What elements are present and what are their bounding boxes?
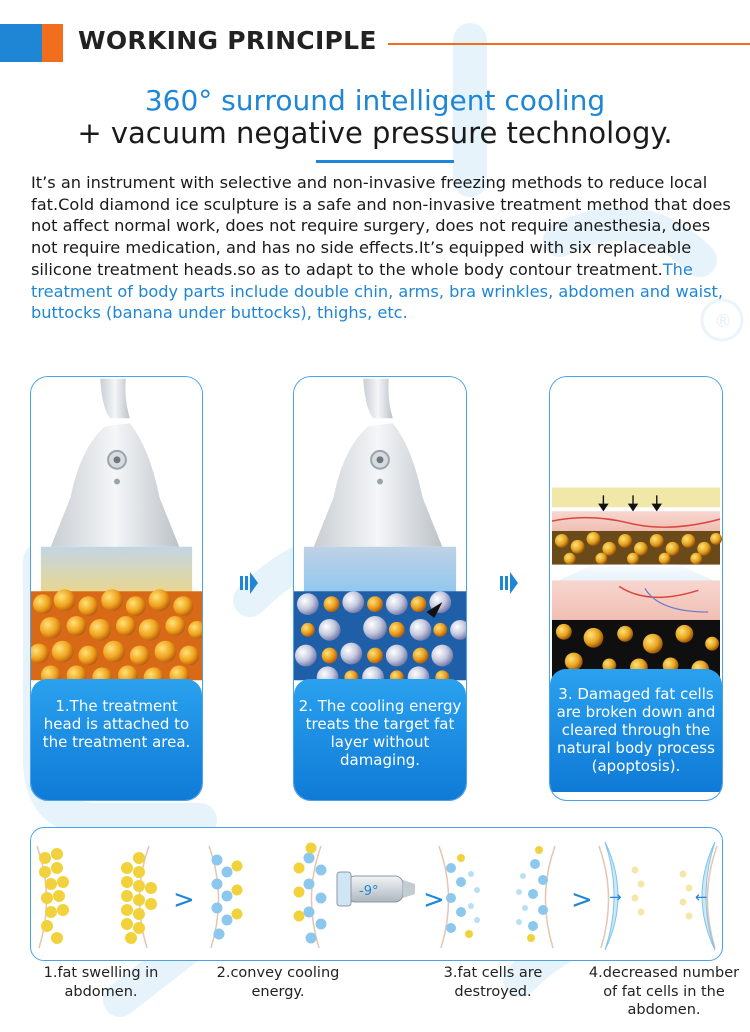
temperature-label: -9° <box>359 884 379 899</box>
chevron-right-icon: > <box>173 885 195 915</box>
step-2-caption: 2. The cooling energy treats the target fat layer without damaging. <box>294 679 466 801</box>
intro-paragraph <box>31 172 731 324</box>
arrow-right-icon <box>500 572 518 594</box>
step-card-1 <box>30 376 203 801</box>
chevron-right-icon: > <box>423 885 445 915</box>
process-strip <box>30 827 723 961</box>
step-3-illustration <box>550 377 722 682</box>
headline-secondary: + vacuum negative pressure technology. <box>77 116 673 150</box>
process-caption-1: 1.fat swelling in abdomen. <box>43 965 159 1000</box>
intro-highlight: The treatment of body parts include double chin, arms, bra wrinkles, abdomen and waist, buttocks (banana under buttocks), thighs, etc. <box>31 259 724 323</box>
step-3-caption: 3. Damaged fat cells are broken down and cleared through the natural body process (apoptosis). <box>550 669 722 792</box>
header-blue-block <box>0 24 42 62</box>
process-caption-4: 4.decreased number of fat cells in the abdomen. <box>588 965 740 1018</box>
step-1-caption: 1.The treatment head is attached to the treatment area. <box>31 679 202 801</box>
header-rule <box>388 43 750 45</box>
step-card-3 <box>549 376 723 801</box>
headline-underline <box>316 160 454 163</box>
process-caption-2: 2.convey cooling energy. <box>216 965 340 1000</box>
arrow-left-icon: ← <box>695 888 708 906</box>
process-caption-3: 3.fat cells are destroyed. <box>443 965 543 1000</box>
chevron-right-icon: > <box>571 885 593 915</box>
step-1-illustration <box>31 377 202 682</box>
arrow-right-icon <box>240 572 258 594</box>
arrow-right-icon: → <box>609 888 622 906</box>
header-orange-block <box>42 24 63 62</box>
step-card-2 <box>293 376 467 801</box>
step-2-illustration <box>294 377 466 682</box>
intro-text: It’s an instrument with selective and non-invasive freezing methods to reduce local fat.Cold diamond ice sculpture is a safe and non-invasive treatment method that does not affect normal work, does not require surgery, does not require anesthesia, does not require medication, and has no side effects.It’s equipped with six replaceable silicone treatment heads.so as to adapt to the whole body contour treatment. <box>31 173 731 279</box>
section-title: WORKING PRINCIPLE <box>78 26 377 55</box>
registered-mark-icon: ® <box>714 311 732 332</box>
headline-primary: 360° surround intelligent cooling <box>144 84 606 117</box>
process-strip-illustration <box>31 828 723 961</box>
